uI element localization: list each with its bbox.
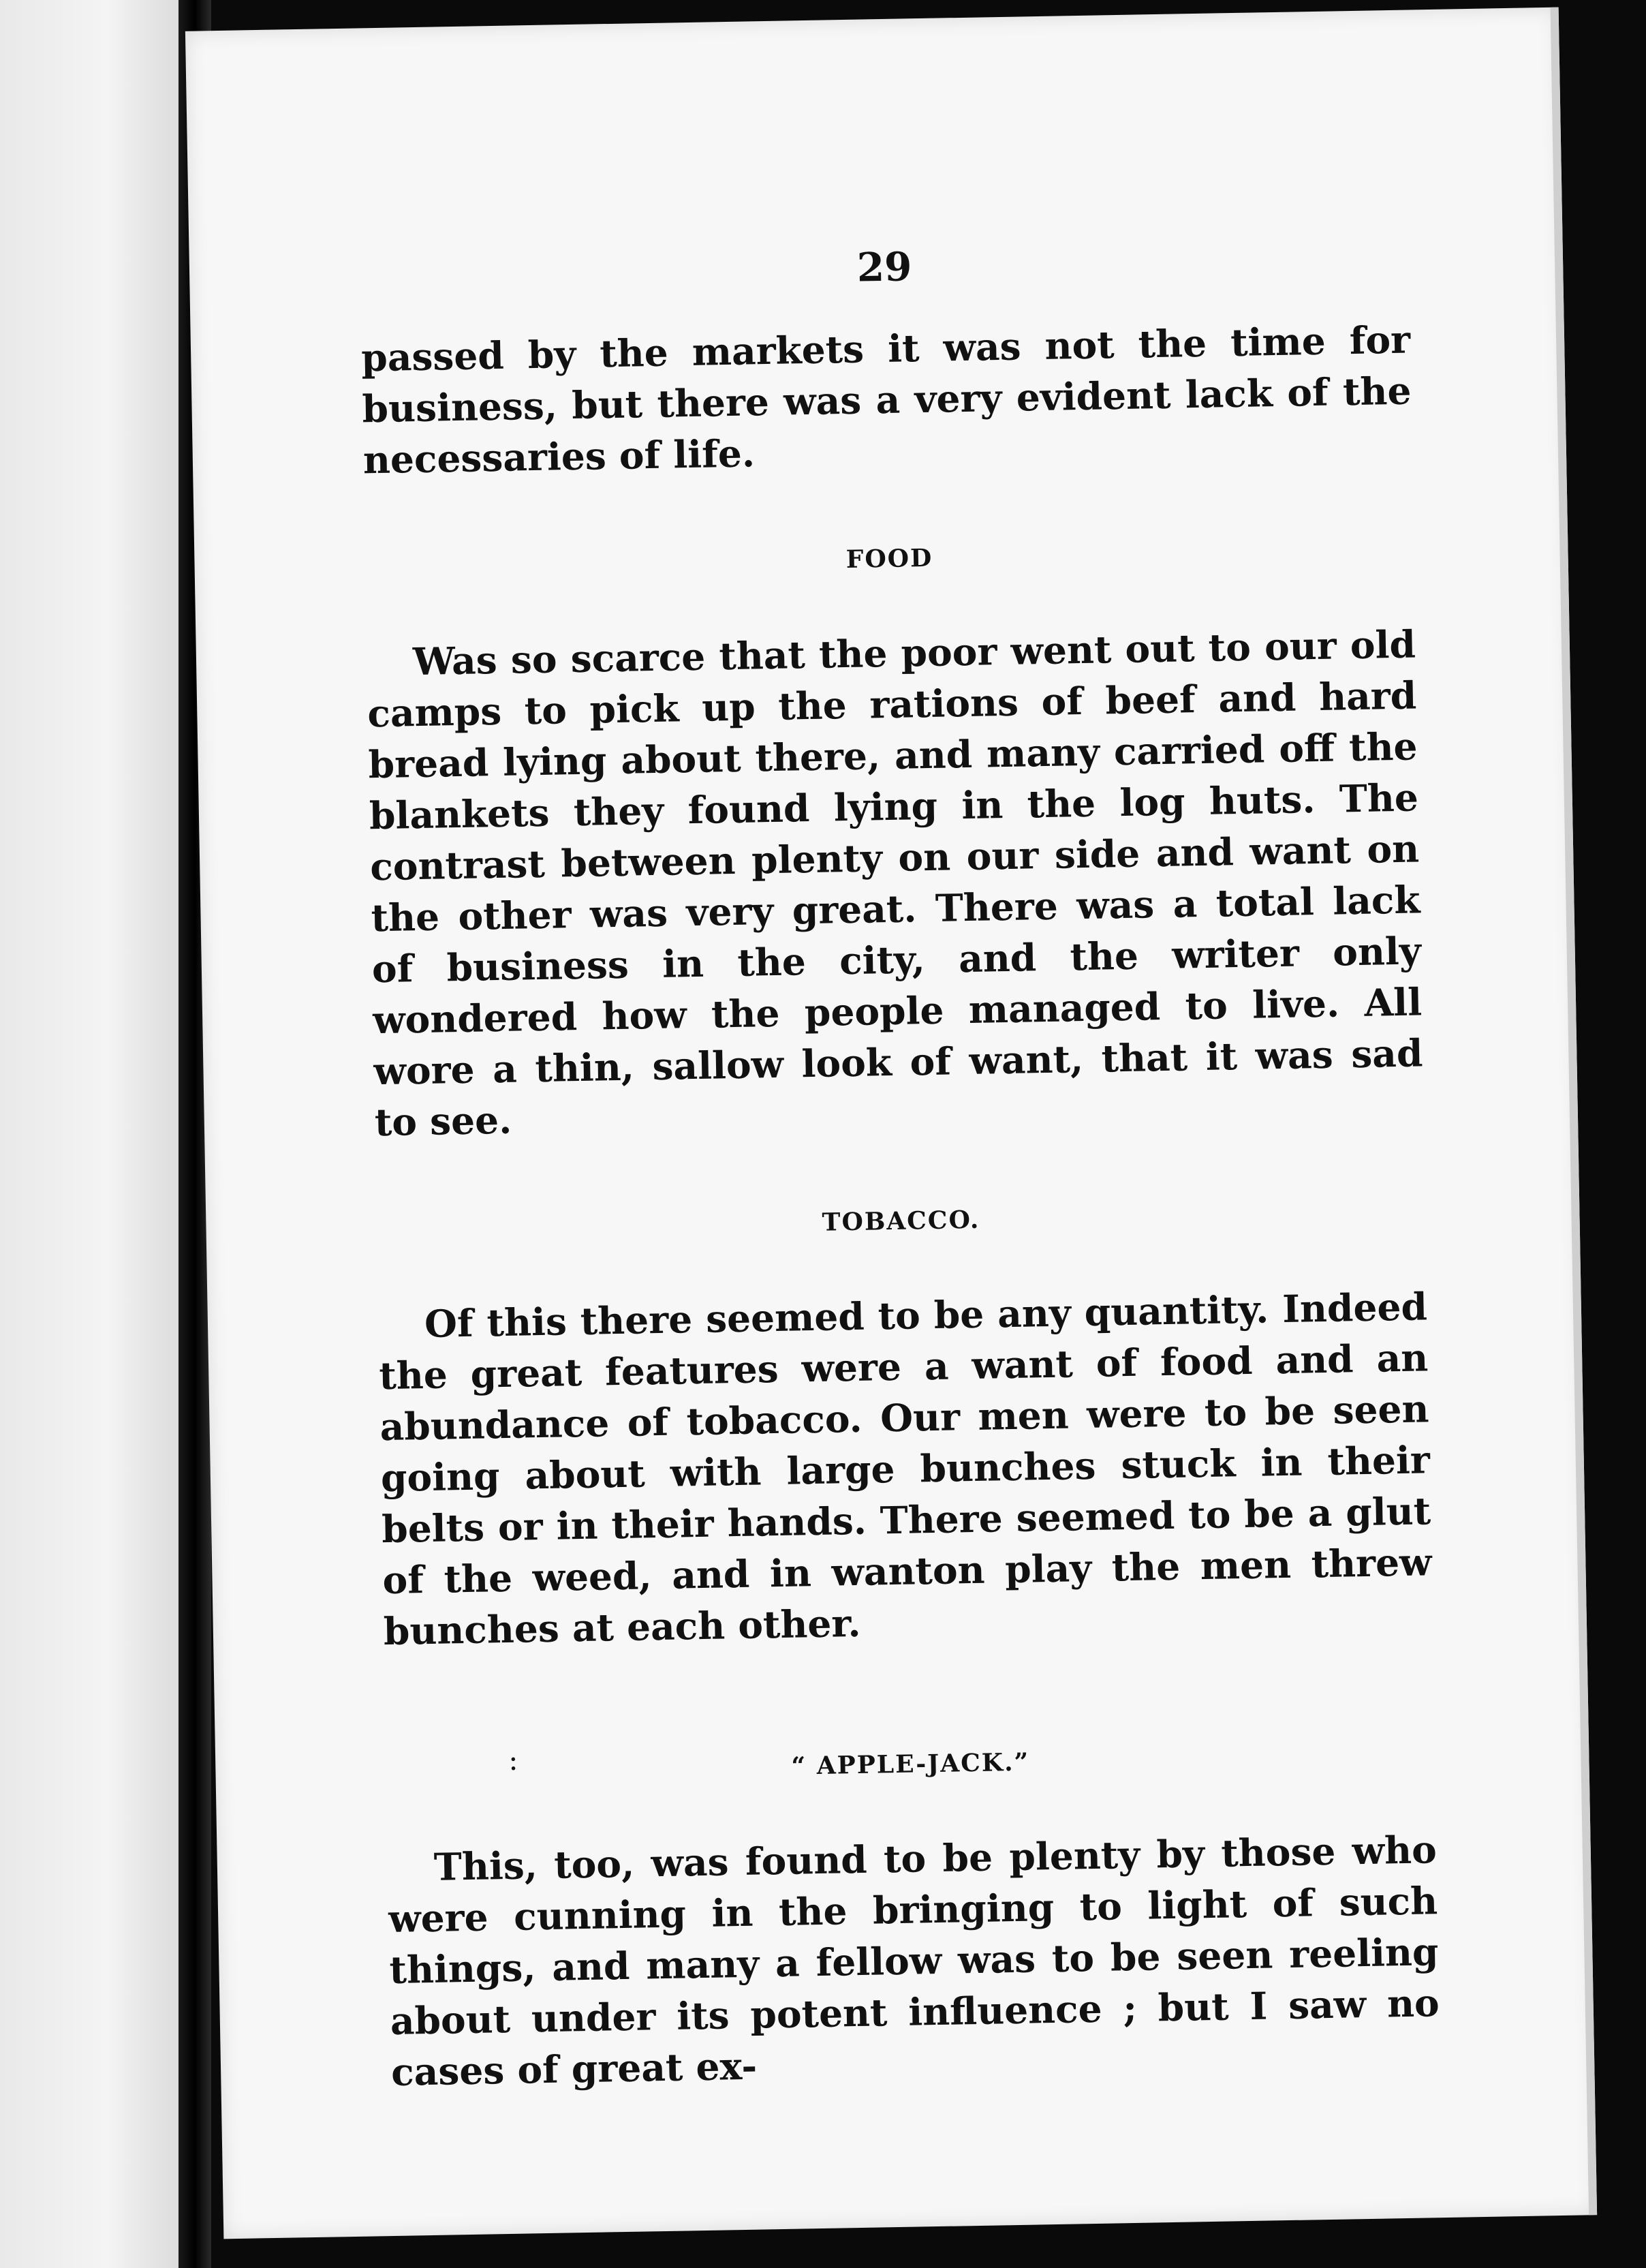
ink-speck-mark: : <box>508 1743 518 1777</box>
section-text-apple-jack: This, too, was found to be plenty by those who were cunning in the bringing to light of such things, and many a fellow was to be seen reeling about under its potent influence ; but I saw no cases of great ex- <box>388 1827 1440 2095</box>
section-heading-food: FOOD <box>845 543 933 574</box>
section-text-tobacco: Of this there seemed to be any quantity. Indeed the great features were a want of food and an abundance of tobacco. Our men were to be seen going about with large bunches stuck in their belts or in their hands. There seemed to be a glut of the weed, and in wanton play the men threw bunches at each other. <box>378 1284 1432 1654</box>
left-page-margin <box>0 0 178 2268</box>
opening-paragraph: passed by the markets it was not the time for business, but there was a very evident lack of the necessaries of life. <box>360 317 1412 482</box>
page-number: 29 <box>856 243 913 291</box>
page-content <box>360 235 1441 2098</box>
section-heading-apple-jack: “ APPLE-JACK.” <box>791 1747 1030 1781</box>
book-page <box>185 7 1597 2239</box>
section-text-food: Was so scarce that the poor went out to our old camps to pick up the rations of beef and hard bread lying about there, and many carried off the blankets they found lying in the log huts. The contrast between plenty on our side and want on the other was very great. There was a total lack of business in the city, and the writer only wondered how the people managed to live. All wore a thin, sallow look of want, that it was sad to see. <box>367 622 1423 1145</box>
section-heading-tobacco: TOBACCO. <box>822 1205 980 1237</box>
page-edge <box>1551 7 1598 2216</box>
